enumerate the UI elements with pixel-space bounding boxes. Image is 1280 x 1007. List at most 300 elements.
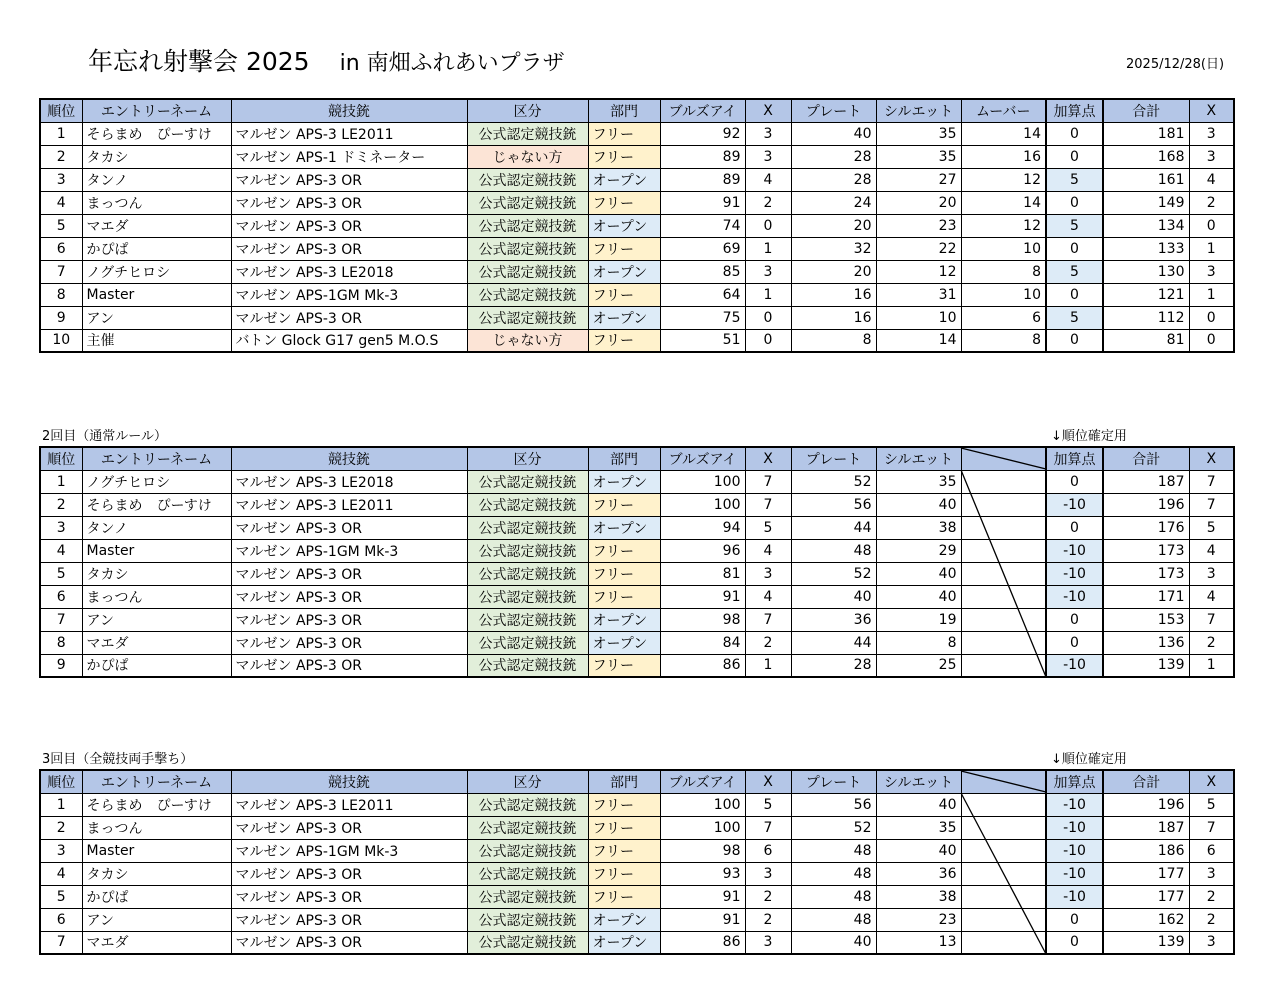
rank-cell: 5 — [40, 885, 82, 908]
entry-name-cell: Master — [82, 539, 231, 562]
bullseye-cell: 86 — [660, 931, 745, 954]
plate-cell: 44 — [791, 631, 876, 654]
gun-cell: マルゼン APS-3 OR — [231, 237, 467, 260]
x-total-cell: 5 — [1189, 516, 1234, 539]
empty-slashed-cell — [961, 539, 1046, 562]
table-row — [40, 168, 1234, 191]
entry-name-cell: かぴぱ — [82, 237, 231, 260]
round3-label: 3回目（全競技両手撃ち） — [42, 752, 194, 767]
table-row — [40, 306, 1234, 329]
x-total-cell: 1 — [1189, 654, 1234, 677]
x-cell: 2 — [745, 631, 791, 654]
gun-cell: マルゼン APS-3 OR — [231, 931, 467, 954]
col-bullseye: ブルズアイ — [660, 770, 745, 793]
rank-cell: 3 — [40, 516, 82, 539]
category-cell: 公式認定競技銃 — [467, 539, 588, 562]
silhouette-cell: 35 — [876, 470, 961, 493]
silhouette-cell: 40 — [876, 493, 961, 516]
bullseye-cell: 86 — [660, 654, 745, 677]
mover-cell: 10 — [961, 237, 1046, 260]
col-silhouette: シルエット — [876, 770, 961, 793]
total-cell: 139 — [1103, 931, 1189, 954]
bullseye-cell: 92 — [660, 122, 745, 145]
gun-cell: マルゼン APS-3 LE2018 — [231, 260, 467, 283]
category-cell: じゃない方 — [467, 329, 588, 352]
table-row — [40, 516, 1234, 539]
x-total-cell: 6 — [1189, 839, 1234, 862]
bonus-cell: 0 — [1046, 191, 1103, 214]
silhouette-cell: 8 — [876, 631, 961, 654]
empty-slashed-cell — [961, 908, 1046, 931]
table-row — [40, 562, 1234, 585]
col-x-total: X — [1189, 770, 1234, 793]
category-cell: 公式認定競技銃 — [467, 885, 588, 908]
plate-cell: 52 — [791, 816, 876, 839]
division-cell: フリー — [588, 329, 660, 352]
division-cell: フリー — [588, 885, 660, 908]
table-row — [40, 862, 1234, 885]
x-cell: 1 — [745, 654, 791, 677]
x-cell: 3 — [745, 260, 791, 283]
gun-cell: マルゼン APS-1GM Mk-3 — [231, 839, 467, 862]
category-cell: 公式認定競技銃 — [467, 306, 588, 329]
event-title: 年忘れ射撃会 2025 — [88, 47, 310, 76]
venue-label: in 南畑ふれあいプラザ — [339, 51, 565, 76]
gun-cell: マルゼン APS-3 OR — [231, 168, 467, 191]
x-total-cell: 7 — [1189, 470, 1234, 493]
bullseye-cell: 91 — [660, 585, 745, 608]
division-cell: オープン — [588, 306, 660, 329]
x-total-cell: 1 — [1189, 237, 1234, 260]
division-cell: フリー — [588, 793, 660, 816]
col-division: 部門 — [588, 447, 660, 470]
entry-name-cell: タンノ — [82, 168, 231, 191]
silhouette-cell: 38 — [876, 516, 961, 539]
category-cell: 公式認定競技銃 — [467, 516, 588, 539]
plate-cell: 44 — [791, 516, 876, 539]
table-row — [40, 885, 1234, 908]
col-mover: ムーバー — [961, 99, 1046, 122]
col-plate: プレート — [791, 447, 876, 470]
gun-cell: マルゼン APS-3 OR — [231, 885, 467, 908]
total-cell: 177 — [1103, 862, 1189, 885]
plate-cell: 28 — [791, 168, 876, 191]
col-x-total: X — [1189, 447, 1234, 470]
mover-cell: 8 — [961, 329, 1046, 352]
division-cell: オープン — [588, 470, 660, 493]
silhouette-cell: 29 — [876, 539, 961, 562]
x-cell: 2 — [745, 191, 791, 214]
table-row — [40, 122, 1234, 145]
rank-cell: 10 — [40, 329, 82, 352]
rank-cell: 8 — [40, 631, 82, 654]
mover-cell: 14 — [961, 191, 1046, 214]
total-cell: 173 — [1103, 562, 1189, 585]
gun-cell: マルゼン APS-3 OR — [231, 816, 467, 839]
empty-slashed-cell — [961, 562, 1046, 585]
plate-cell: 52 — [791, 562, 876, 585]
table-row — [40, 214, 1234, 237]
event-date: 2025/12/28(日) — [1126, 57, 1225, 72]
table-row — [40, 793, 1234, 816]
bonus-cell: -10 — [1046, 839, 1103, 862]
x-total-cell: 2 — [1189, 908, 1234, 931]
division-cell: フリー — [588, 585, 660, 608]
round2-label: 2回目（通常ルール） — [42, 429, 168, 444]
category-cell: 公式認定競技銃 — [467, 260, 588, 283]
division-cell: オープン — [588, 931, 660, 954]
x-total-cell: 7 — [1189, 608, 1234, 631]
category-cell: 公式認定競技銃 — [467, 214, 588, 237]
empty-slashed-cell — [961, 585, 1046, 608]
gun-cell: マルゼン APS-1GM Mk-3 — [231, 283, 467, 306]
plate-cell: 20 — [791, 214, 876, 237]
col-rank: 順位 — [40, 447, 82, 470]
x-cell: 3 — [745, 931, 791, 954]
total-cell: 181 — [1103, 122, 1189, 145]
category-cell: 公式認定競技銃 — [467, 585, 588, 608]
plate-cell: 56 — [791, 793, 876, 816]
x-cell: 0 — [745, 329, 791, 352]
empty-slashed-cell — [961, 608, 1046, 631]
plate-cell: 52 — [791, 470, 876, 493]
x-cell: 1 — [745, 283, 791, 306]
total-cell: 196 — [1103, 493, 1189, 516]
division-cell: フリー — [588, 654, 660, 677]
plate-cell: 8 — [791, 329, 876, 352]
col-plate: プレート — [791, 770, 876, 793]
x-cell: 3 — [745, 122, 791, 145]
total-cell: 139 — [1103, 654, 1189, 677]
round1-table — [39, 98, 1235, 353]
plate-cell: 16 — [791, 306, 876, 329]
total-cell: 112 — [1103, 306, 1189, 329]
x-total-cell: 7 — [1189, 493, 1234, 516]
x-total-cell: 3 — [1189, 862, 1234, 885]
rank-cell: 4 — [40, 862, 82, 885]
x-total-cell: 0 — [1189, 214, 1234, 237]
total-cell: 130 — [1103, 260, 1189, 283]
mover-cell: 16 — [961, 145, 1046, 168]
total-cell: 133 — [1103, 237, 1189, 260]
table-row — [40, 608, 1234, 631]
division-cell: オープン — [588, 168, 660, 191]
plate-cell: 28 — [791, 654, 876, 677]
division-cell: フリー — [588, 237, 660, 260]
plate-cell: 40 — [791, 931, 876, 954]
col-x: X — [745, 99, 791, 122]
table-row — [40, 908, 1234, 931]
x-total-cell: 2 — [1189, 191, 1234, 214]
empty-slashed-cell — [961, 654, 1046, 677]
empty-slashed-cell — [961, 493, 1046, 516]
division-cell: フリー — [588, 562, 660, 585]
col-silhouette: シルエット — [876, 447, 961, 470]
bonus-cell: -10 — [1046, 793, 1103, 816]
gun-cell: マルゼン APS-1 ドミネーター — [231, 145, 467, 168]
sheet-title — [88, 42, 565, 78]
entry-name-cell: アン — [82, 908, 231, 931]
bullseye-cell: 100 — [660, 470, 745, 493]
bullseye-cell: 91 — [660, 885, 745, 908]
x-cell: 5 — [745, 793, 791, 816]
bullseye-cell: 69 — [660, 237, 745, 260]
gun-cell: マルゼン APS-3 LE2011 — [231, 493, 467, 516]
x-cell: 1 — [745, 237, 791, 260]
total-cell: 149 — [1103, 191, 1189, 214]
empty-slashed-cell — [961, 793, 1046, 816]
x-cell: 4 — [745, 168, 791, 191]
division-cell: オープン — [588, 260, 660, 283]
entry-name-cell: かぴぱ — [82, 654, 231, 677]
gun-cell: マルゼン APS-3 OR — [231, 908, 467, 931]
bullseye-cell: 89 — [660, 168, 745, 191]
bonus-cell: 5 — [1046, 214, 1103, 237]
x-total-cell: 0 — [1189, 306, 1234, 329]
total-cell: 196 — [1103, 793, 1189, 816]
col-plate: プレート — [791, 99, 876, 122]
silhouette-cell: 40 — [876, 839, 961, 862]
division-cell: フリー — [588, 283, 660, 306]
bonus-cell: 0 — [1046, 908, 1103, 931]
division-cell: オープン — [588, 908, 660, 931]
gun-cell: マルゼン APS-3 OR — [231, 516, 467, 539]
gun-cell: マルゼン APS-3 OR — [231, 214, 467, 237]
rank-cell: 2 — [40, 816, 82, 839]
col-category: 区分 — [467, 770, 588, 793]
entry-name-cell: そらまめ ぴーすけ — [82, 122, 231, 145]
bonus-cell: 0 — [1046, 237, 1103, 260]
gun-cell: マルゼン APS-3 OR — [231, 585, 467, 608]
col-rank: 順位 — [40, 99, 82, 122]
round1-header-row — [40, 99, 1234, 122]
category-cell: 公式認定競技銃 — [467, 122, 588, 145]
division-cell: オープン — [588, 608, 660, 631]
x-cell: 2 — [745, 908, 791, 931]
rank-cell: 5 — [40, 562, 82, 585]
entry-name-cell: タカシ — [82, 145, 231, 168]
silhouette-cell: 36 — [876, 862, 961, 885]
col-entry-name: エントリーネーム — [82, 447, 231, 470]
category-cell: 公式認定競技銃 — [467, 654, 588, 677]
category-cell: 公式認定競技銃 — [467, 908, 588, 931]
division-cell: フリー — [588, 862, 660, 885]
mover-cell: 8 — [961, 260, 1046, 283]
entry-name-cell: まっつん — [82, 585, 231, 608]
mover-cell: 14 — [961, 122, 1046, 145]
gun-cell: マルゼン APS-1GM Mk-3 — [231, 539, 467, 562]
rank-cell: 7 — [40, 931, 82, 954]
entry-name-cell: マエダ — [82, 214, 231, 237]
x-total-cell: 0 — [1189, 329, 1234, 352]
rank-cell: 7 — [40, 608, 82, 631]
x-cell: 0 — [745, 214, 791, 237]
rank-cell: 6 — [40, 585, 82, 608]
table-row — [40, 931, 1234, 954]
bonus-cell: 0 — [1046, 122, 1103, 145]
gun-cell: マルゼン APS-3 OR — [231, 862, 467, 885]
silhouette-cell: 35 — [876, 816, 961, 839]
total-cell: 168 — [1103, 145, 1189, 168]
rank-cell: 4 — [40, 191, 82, 214]
table-row — [40, 654, 1234, 677]
total-cell: 161 — [1103, 168, 1189, 191]
x-total-cell: 3 — [1189, 562, 1234, 585]
mover-cell: 12 — [961, 168, 1046, 191]
plate-cell: 56 — [791, 493, 876, 516]
division-cell: オープン — [588, 516, 660, 539]
mover-cell: 12 — [961, 214, 1046, 237]
category-cell: 公式認定競技銃 — [467, 470, 588, 493]
col-silhouette: シルエット — [876, 99, 961, 122]
table-row — [40, 237, 1234, 260]
empty-slashed-cell — [961, 816, 1046, 839]
table-row — [40, 585, 1234, 608]
col-x-total: X — [1189, 99, 1234, 122]
rank-cell: 6 — [40, 908, 82, 931]
plate-cell: 48 — [791, 885, 876, 908]
gun-cell: マルゼン APS-3 OR — [231, 654, 467, 677]
col-bonus: 加算点 — [1046, 770, 1103, 793]
col-entry-name: エントリーネーム — [82, 770, 231, 793]
division-cell: フリー — [588, 539, 660, 562]
silhouette-cell: 40 — [876, 585, 961, 608]
table-row — [40, 493, 1234, 516]
table-row — [40, 145, 1234, 168]
category-cell: じゃない方 — [467, 145, 588, 168]
plate-cell: 40 — [791, 585, 876, 608]
x-total-cell: 3 — [1189, 122, 1234, 145]
entry-name-cell: まっつん — [82, 816, 231, 839]
bullseye-cell: 100 — [660, 816, 745, 839]
col-total: 合計 — [1103, 770, 1189, 793]
gun-cell: バトン Glock G17 gen5 M.O.S — [231, 329, 467, 352]
empty-slashed-cell — [961, 931, 1046, 954]
silhouette-cell: 20 — [876, 191, 961, 214]
category-cell: 公式認定競技銃 — [467, 816, 588, 839]
entry-name-cell: まっつん — [82, 191, 231, 214]
silhouette-cell: 31 — [876, 283, 961, 306]
plate-cell: 48 — [791, 539, 876, 562]
category-cell: 公式認定競技銃 — [467, 237, 588, 260]
bonus-cell: 0 — [1046, 470, 1103, 493]
total-cell: 176 — [1103, 516, 1189, 539]
bonus-cell: 0 — [1046, 931, 1103, 954]
col-entry-name: エントリーネーム — [82, 99, 231, 122]
silhouette-cell: 27 — [876, 168, 961, 191]
col-bonus: 加算点 — [1046, 99, 1103, 122]
plate-cell: 48 — [791, 862, 876, 885]
gun-cell: マルゼン APS-3 LE2011 — [231, 793, 467, 816]
entry-name-cell: アン — [82, 306, 231, 329]
bonus-cell: 0 — [1046, 145, 1103, 168]
col-bonus: 加算点 — [1046, 447, 1103, 470]
x-cell: 5 — [745, 516, 791, 539]
col-division: 部門 — [588, 99, 660, 122]
bullseye-cell: 74 — [660, 214, 745, 237]
total-cell: 171 — [1103, 585, 1189, 608]
x-total-cell: 1 — [1189, 283, 1234, 306]
silhouette-cell: 22 — [876, 237, 961, 260]
round2-table — [39, 446, 1235, 678]
silhouette-cell: 12 — [876, 260, 961, 283]
col-total: 合計 — [1103, 447, 1189, 470]
plate-cell: 28 — [791, 145, 876, 168]
col-x: X — [745, 770, 791, 793]
rank-cell: 8 — [40, 283, 82, 306]
category-cell: 公式認定競技銃 — [467, 608, 588, 631]
entry-name-cell: ノグチヒロシ — [82, 260, 231, 283]
col-gun: 競技銃 — [231, 447, 467, 470]
rank-cell: 9 — [40, 306, 82, 329]
col-bullseye: ブルズアイ — [660, 447, 745, 470]
rank-cell: 5 — [40, 214, 82, 237]
col-x: X — [745, 447, 791, 470]
total-cell: 136 — [1103, 631, 1189, 654]
col-division: 部門 — [588, 770, 660, 793]
entry-name-cell: そらまめ ぴーすけ — [82, 793, 231, 816]
x-cell: 3 — [745, 145, 791, 168]
division-cell: オープン — [588, 214, 660, 237]
table-row — [40, 283, 1234, 306]
gun-cell: マルゼン APS-3 OR — [231, 562, 467, 585]
plate-cell: 20 — [791, 260, 876, 283]
silhouette-cell: 19 — [876, 608, 961, 631]
x-total-cell: 5 — [1189, 793, 1234, 816]
table-row — [40, 260, 1234, 283]
entry-name-cell: 主催 — [82, 329, 231, 352]
bullseye-cell: 89 — [660, 145, 745, 168]
bullseye-cell: 91 — [660, 191, 745, 214]
empty-slashed-cell — [961, 631, 1046, 654]
x-total-cell: 7 — [1189, 816, 1234, 839]
table-row — [40, 539, 1234, 562]
category-cell: 公式認定競技銃 — [467, 631, 588, 654]
silhouette-cell: 14 — [876, 329, 961, 352]
bonus-cell: 0 — [1046, 516, 1103, 539]
gun-cell: マルゼン APS-3 OR — [231, 608, 467, 631]
x-total-cell: 3 — [1189, 931, 1234, 954]
total-cell: 162 — [1103, 908, 1189, 931]
plate-cell: 40 — [791, 122, 876, 145]
silhouette-cell: 23 — [876, 908, 961, 931]
rank-cell: 1 — [40, 122, 82, 145]
bonus-cell: 5 — [1046, 306, 1103, 329]
plate-cell: 16 — [791, 283, 876, 306]
col-rank: 順位 — [40, 770, 82, 793]
col-bullseye: ブルズアイ — [660, 99, 745, 122]
category-cell: 公式認定競技銃 — [467, 493, 588, 516]
bonus-cell: 0 — [1046, 631, 1103, 654]
x-cell: 7 — [745, 608, 791, 631]
bullseye-cell: 100 — [660, 493, 745, 516]
round3-note: ↓順位確定用 — [1051, 752, 1127, 767]
entry-name-cell: そらまめ ぴーすけ — [82, 493, 231, 516]
entry-name-cell: ノグチヒロシ — [82, 470, 231, 493]
plate-cell: 32 — [791, 237, 876, 260]
silhouette-cell: 38 — [876, 885, 961, 908]
round2-header-row — [40, 447, 1234, 470]
entry-name-cell: Master — [82, 839, 231, 862]
total-cell: 173 — [1103, 539, 1189, 562]
mover-cell: 6 — [961, 306, 1046, 329]
entry-name-cell: タンノ — [82, 516, 231, 539]
total-cell: 121 — [1103, 283, 1189, 306]
entry-name-cell: タカシ — [82, 562, 231, 585]
table-row — [40, 631, 1234, 654]
x-total-cell: 4 — [1189, 539, 1234, 562]
x-cell: 0 — [745, 306, 791, 329]
